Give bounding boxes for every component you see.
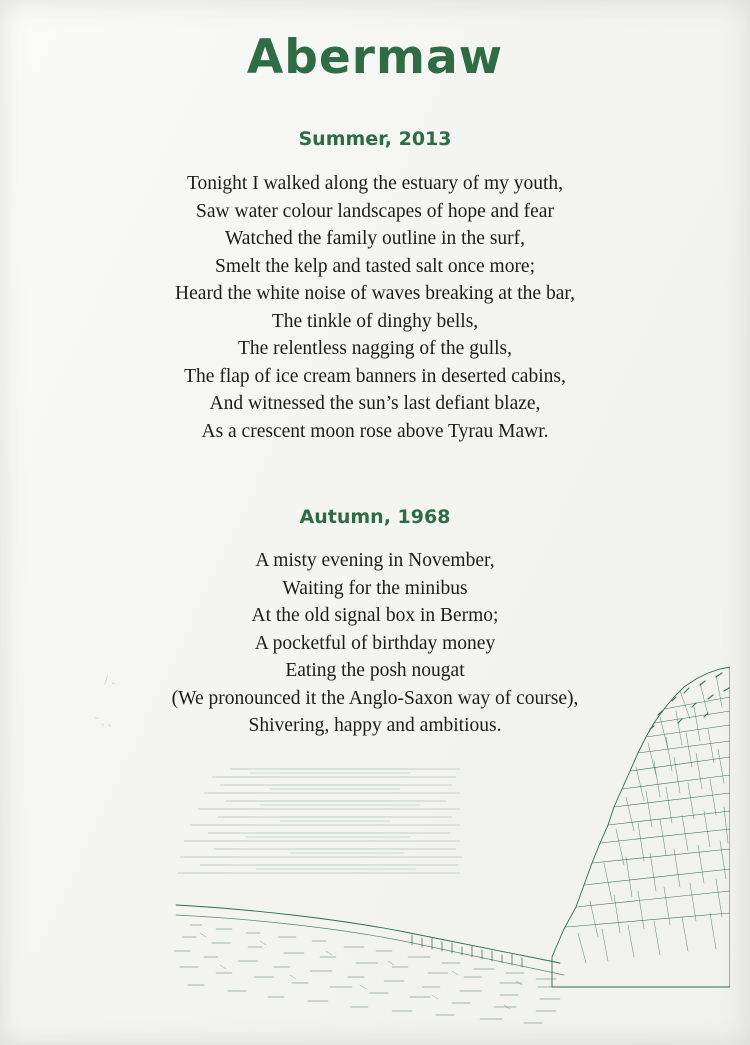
- poem-line: The relentless nagging of the gulls,: [237, 338, 513, 359]
- poem-line: At the old signal box in Bermo;: [251, 605, 499, 626]
- poem-line: (We pronounced it the Anglo-Saxon way of course),: [171, 687, 579, 709]
- poem-line: Heard the white noise of waves breaking at the bar,: [175, 283, 575, 304]
- pencil-smudge-mark: ∕ ˎ: [102, 670, 116, 688]
- poem-line: Watched the family outline in the surf,: [224, 228, 526, 249]
- poem-line: Saw water colour landscapes of hope and fear: [196, 200, 554, 222]
- poem-line: Tonight I walked along the estuary of my youth,: [186, 173, 564, 194]
- page-title: Abermaw: [246, 30, 504, 85]
- poem-line: Smelt the kelp and tasted salt once more;: [214, 255, 536, 277]
- poem-line: Waiting for the minibus: [282, 577, 468, 599]
- section-heading-summer: Summer, 2013: [298, 128, 452, 150]
- poem-line: As a crescent moon rose above Tyrau Mawr.: [201, 420, 549, 442]
- section-heading-autumn: Autumn, 1968: [299, 506, 451, 528]
- poem-line: The flap of ice cream banners in deserted cabins,: [184, 365, 566, 387]
- pencil-smudge-mark: ᵕ ˎ ˎ: [94, 710, 114, 728]
- poem-line: The tinkle of dinghy bells,: [271, 310, 479, 332]
- stanza-summer: [0, 170, 750, 445]
- stanza-autumn: [0, 547, 750, 740]
- poem-line: Shivering, happy and ambitious.: [248, 715, 502, 736]
- poem-line: A pocketful of birthday money: [254, 632, 496, 654]
- poem-line: Eating the posh nougat: [285, 660, 465, 681]
- poem-line: A misty evening in November,: [255, 550, 495, 571]
- poem-line: And witnessed the sun’s last defiant blaze,: [209, 393, 541, 414]
